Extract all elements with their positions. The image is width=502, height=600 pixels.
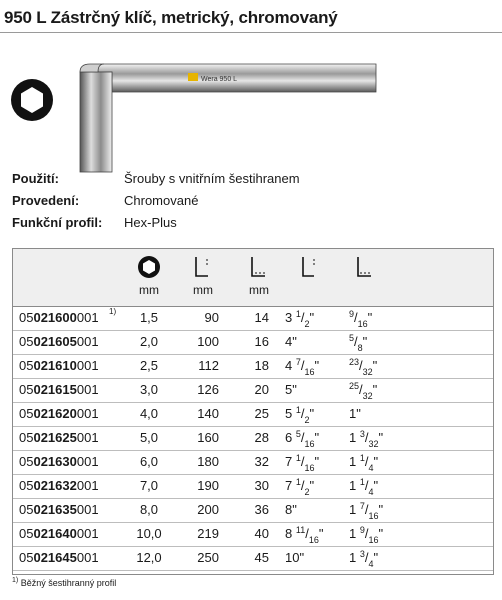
length-short-arm: 14 xyxy=(254,310,269,325)
hex-size-inch: $^9/_{16}$" xyxy=(349,309,373,329)
spec-label: Provedení: xyxy=(12,193,80,208)
table-row xyxy=(13,307,493,331)
hex-size-inch: $^{25}/_{32}$" xyxy=(349,381,378,401)
long-arm-icon xyxy=(249,255,269,279)
article-number: 05021620001 xyxy=(19,406,99,421)
hex-size-inch: $^5/_8$" xyxy=(349,333,368,353)
length-total: 140 xyxy=(197,406,219,421)
table-row xyxy=(13,451,493,475)
hex-size: 2,0 xyxy=(139,334,159,349)
length-total: 90 xyxy=(204,310,219,325)
table-row xyxy=(13,331,493,355)
length-total: 219 xyxy=(197,526,219,541)
length-inch: 5 $^1/_2$" xyxy=(285,405,315,425)
length-inch: 4" xyxy=(285,334,297,349)
length-total: 100 xyxy=(197,334,219,349)
spec-value: Chromované xyxy=(124,193,199,208)
article-number: 05021635001 xyxy=(19,502,99,517)
hex-size: 3,0 xyxy=(139,382,159,397)
footnote xyxy=(12,577,116,588)
article-number: 05021640001 xyxy=(19,526,99,541)
hex-size: 1,5 xyxy=(139,310,159,325)
hex-size-inch: 1 $^3/_4$" xyxy=(349,549,379,569)
article-number: 05021615001 xyxy=(19,382,99,397)
footnote-text: Běžný šestihranný profil xyxy=(20,578,117,588)
hex-size: 6,0 xyxy=(139,454,159,469)
length-inch: 7 $^1/_{16}$" xyxy=(285,453,320,473)
length-total: 250 xyxy=(197,550,219,565)
table-row xyxy=(13,427,493,451)
short-length-icon xyxy=(193,255,213,279)
unit-label-mm: mm xyxy=(249,283,269,297)
page-title: 950 L Zástrčný klíč, metrický, chromovaný xyxy=(4,8,338,27)
length-short-arm: 40 xyxy=(254,526,269,541)
length-inch: 8" xyxy=(285,502,297,517)
article-number: 05021645001 xyxy=(19,550,99,565)
length-short-arm: 30 xyxy=(254,478,269,493)
footnote-marker: 1) xyxy=(12,577,19,584)
spec-label: Funkční profil: xyxy=(12,215,103,230)
spec-label: Použití: xyxy=(12,171,59,186)
length-short-arm: 16 xyxy=(254,334,269,349)
length-total: 112 xyxy=(198,358,219,373)
unit-label-mm: mm xyxy=(193,283,213,297)
hex-size: 5,0 xyxy=(139,430,159,445)
size-table xyxy=(12,248,494,575)
hex-size-inch: 1 $^9/_{16}$" xyxy=(349,525,384,545)
article-number: 05021625001 xyxy=(19,430,99,445)
length-short-arm: 45 xyxy=(254,550,269,565)
length-inch: 3 $^1/_2$" xyxy=(285,309,315,329)
article-number: 05021632001 xyxy=(19,478,99,493)
hex-key-image xyxy=(60,56,390,176)
hex-size-inch: 1" xyxy=(349,406,361,421)
length-total: 126 xyxy=(197,382,219,397)
table-row xyxy=(13,475,493,499)
hex-size: 4,0 xyxy=(139,406,159,421)
length-total: 190 xyxy=(197,478,219,493)
length-short-arm: 36 xyxy=(254,502,269,517)
hex-size: 7,0 xyxy=(139,478,159,493)
length-inch: 6 $^5/_{16}$" xyxy=(285,429,320,449)
hex-profile-icon xyxy=(10,78,54,122)
unit-label-mm: mm xyxy=(139,283,159,297)
spec-value: Hex-Plus xyxy=(124,215,177,230)
article-number: 05021630001 xyxy=(19,454,99,469)
table-row xyxy=(13,355,493,379)
spec-value: Šrouby s vnitřním šestihranem xyxy=(124,171,300,186)
wrench-marking: Wera 950 L xyxy=(201,76,238,83)
hex-size-inch: 1 $^1/_4$" xyxy=(349,477,379,497)
table-row xyxy=(13,547,493,571)
length-inch: 8 $^{11}/_{16}$" xyxy=(285,525,324,545)
length-inch: 4 $^7/_{16}$" xyxy=(285,357,320,377)
length-inch: 7 $^1/_2$" xyxy=(285,477,315,497)
footnote-ref: 1) xyxy=(109,307,117,316)
table-row xyxy=(13,379,493,403)
article-number: 05021600001 xyxy=(19,310,99,325)
article-number: 05021605001 xyxy=(19,334,99,349)
hex-size-inch: 1 $^3/_{32}$" xyxy=(349,429,384,449)
hex-size: 12,0 xyxy=(136,550,162,565)
table-row xyxy=(13,523,493,547)
length-total: 160 xyxy=(197,430,219,445)
long-arm-inch-icon xyxy=(353,255,375,279)
hex-size: 8,0 xyxy=(139,502,159,517)
length-inch: 5" xyxy=(285,382,297,397)
short-length-inch-icon xyxy=(299,255,321,279)
hex-size-inch: $^{23}/_{32}$" xyxy=(349,357,378,377)
length-short-arm: 25 xyxy=(254,406,269,421)
title-divider xyxy=(0,32,502,33)
hex-icon xyxy=(137,255,161,279)
hex-size-inch: 1 $^1/_4$" xyxy=(349,453,379,473)
hex-size: 2,5 xyxy=(139,358,159,373)
hex-size: 10,0 xyxy=(136,526,162,541)
hex-size-inch: 1 $^7/_{16}$" xyxy=(349,501,384,521)
length-inch: 10" xyxy=(285,550,305,565)
length-total: 180 xyxy=(197,454,219,469)
length-short-arm: 18 xyxy=(254,358,269,373)
length-short-arm: 28 xyxy=(254,430,269,445)
table-row xyxy=(13,403,493,427)
length-total: 200 xyxy=(197,502,219,517)
table-row xyxy=(13,499,493,523)
length-short-arm: 20 xyxy=(254,382,269,397)
length-short-arm: 32 xyxy=(254,454,269,469)
table-header xyxy=(13,249,493,307)
article-number: 05021610001 xyxy=(19,358,99,373)
